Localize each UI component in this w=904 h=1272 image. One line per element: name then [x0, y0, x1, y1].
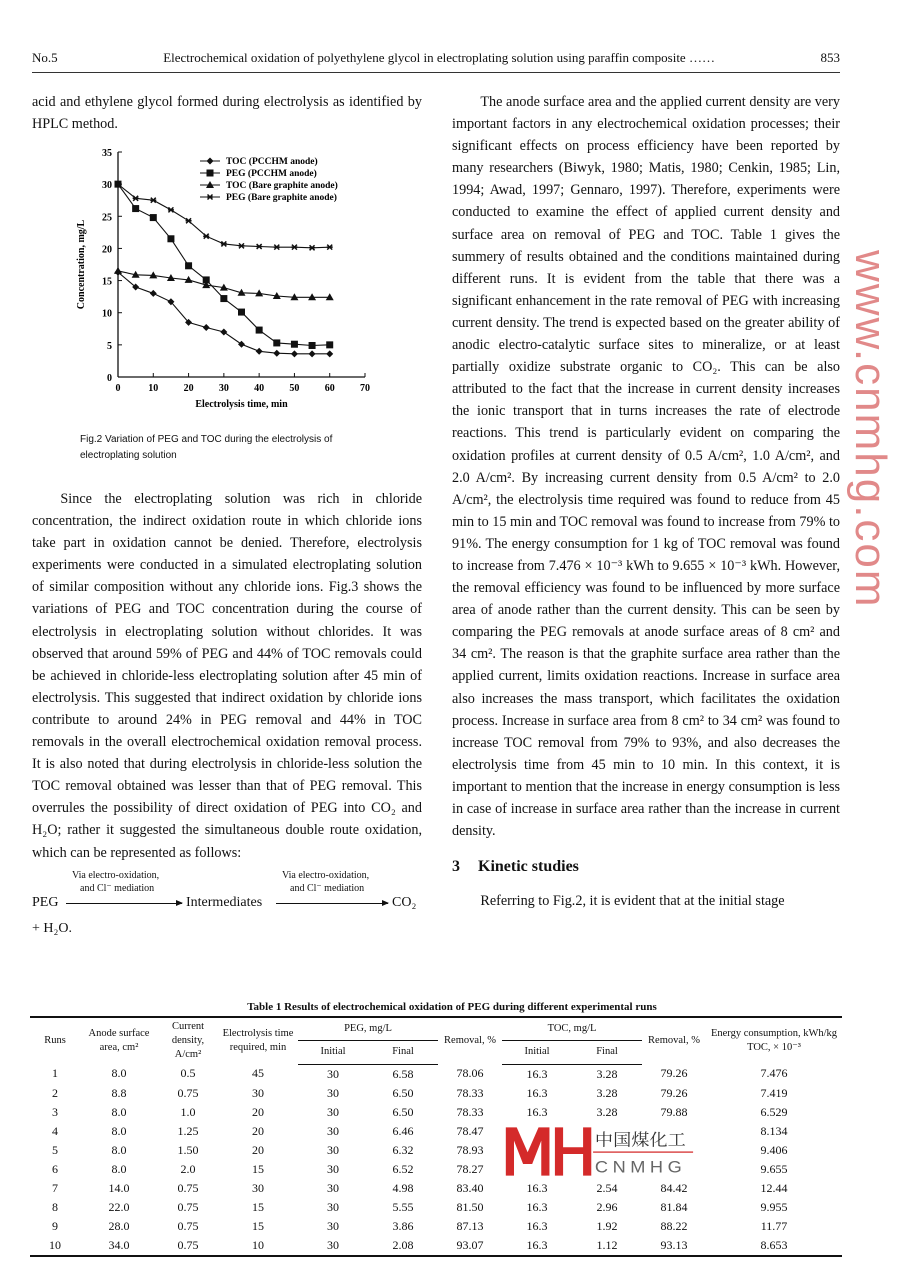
header-time: Electrolysis time required, min: [222, 1028, 294, 1053]
y-tick-label: 0: [107, 373, 112, 384]
table-cell: 30: [327, 1123, 339, 1138]
table-cell: 22.0: [108, 1200, 130, 1215]
arrow-label-top: Via electro-oxidation,: [72, 869, 160, 881]
data-point: [256, 244, 262, 249]
table-cell: 20: [252, 1123, 264, 1138]
table-cell: 8.0: [111, 1104, 127, 1119]
data-point: [133, 196, 139, 201]
table-cell: [502, 1122, 572, 1141]
table-cell: 78.27: [456, 1162, 484, 1177]
table-cell: 12.44: [760, 1181, 788, 1196]
data-point: [326, 341, 333, 348]
data-point: [185, 262, 192, 269]
arrow-label-top-2: Via electro-oxidation,: [282, 869, 370, 881]
table-cell: 81.50: [456, 1200, 484, 1215]
table-cell: 30: [252, 1181, 264, 1196]
table-cell: 79.88: [660, 1104, 688, 1119]
left-column-body: [32, 488, 422, 942]
data-point: [150, 214, 157, 221]
chloride-paragraph: Since the electroplating solution was rich in chloride concentration, the indirect oxidation route in which chloride ions take part in oxidation cannot be denied. Therefore, electrolysis experiments were conducted in a simulated electroplating solution of similar composition without any chloride ions. Fig.3 shows the variations of PEG and TOC concentration during the course of electrolysis in electroplating solution without chlorides. It was observed that around 59% of PEG and 44% of TOC removals could be achieved in chloride-less electroplating solution after 45 min of electrolysis. This suggested that indirect oxidation by chloride ions contribute to around 24% in PEG removal and 44% in TOC removals in the overall electrochemical oxidation removal process. It is also noted that during electrolysis in chloride-less solution the TOC removal obtained was lesser than that of PEG removal. This overrules the possibility of direct oxidation of PEG into CO₂ and H₂O; rather it suggested the simultaneous double route oxidation, which can be represented as follows:: [32, 491, 422, 861]
data-point: [150, 290, 157, 297]
header-energy: Energy consumption, kWh/kg TOC, × 10⁻³: [710, 1028, 838, 1053]
data-point: [221, 241, 227, 246]
header-peg-final: Final: [368, 1041, 438, 1064]
table-cell: 15: [252, 1219, 264, 1234]
table-cell: 8: [52, 1200, 58, 1215]
table-cell: 8.0: [111, 1066, 127, 1081]
table-row: [30, 1198, 842, 1217]
reaction-equation: [32, 870, 422, 942]
x-tick-label: 30: [218, 383, 229, 394]
left-column: [32, 91, 422, 135]
x-tick-label: 70: [360, 383, 370, 394]
table-cell: 8.0: [111, 1162, 127, 1177]
figure-2-chart: [70, 140, 390, 415]
header-toc-removal: Removal, %: [648, 1035, 700, 1046]
data-point: [239, 243, 245, 248]
data-point: [326, 350, 333, 357]
figure-caption: Fig.2 Variation of PEG and TOC during the electrolysis of electroplating solution: [80, 434, 333, 461]
data-point: [203, 234, 209, 239]
table-cell: 30: [327, 1085, 339, 1100]
table-cell: [572, 1160, 642, 1179]
data-point: [203, 324, 210, 331]
table-cell: 30: [327, 1181, 339, 1196]
y-tick-label: 30: [102, 180, 112, 192]
data-point: [114, 267, 122, 274]
table-cell: 8.0: [111, 1142, 127, 1157]
header-toc-initial: Initial: [502, 1041, 572, 1064]
table-cell: 2.54: [596, 1181, 618, 1196]
table-cell: 6.50: [392, 1085, 414, 1100]
legend-marker: [207, 158, 214, 165]
table-cell: 7: [52, 1181, 58, 1196]
section-title: Kinetic studies: [478, 858, 579, 876]
table-cell: 1: [52, 1066, 58, 1081]
table-cell: 8.0: [111, 1123, 127, 1138]
table-cell: 11.77: [760, 1219, 788, 1234]
data-point: [327, 245, 333, 250]
running-header: [32, 50, 840, 73]
legend-label: PEG (Bare graphite anode): [226, 193, 337, 203]
table-cell: 30: [252, 1085, 264, 1100]
x-tick-label: 20: [183, 383, 194, 394]
table-row: [30, 1141, 842, 1160]
data-point: [309, 342, 316, 349]
table-cell: 93.13: [660, 1238, 688, 1253]
table-cell: 30: [327, 1066, 339, 1081]
arrow-icon: [276, 903, 388, 904]
arrow-label-bottom-2: and Cl⁻ mediation: [290, 882, 365, 894]
table-cell: 16.3: [526, 1085, 548, 1100]
table-cell: 1.25: [177, 1123, 199, 1138]
running-title: Electrochemical oxidation of polyethylene glycol in electroplating solution using paraffin composite ……: [163, 50, 715, 65]
table-row: [30, 1122, 842, 1141]
y-tick-label: 20: [102, 244, 112, 256]
table-cell: 1.50: [177, 1142, 199, 1157]
table-cell: 84.42: [660, 1181, 688, 1196]
table-cell: 6.46: [392, 1123, 414, 1138]
legend-label: TOC (Bare graphite anode): [226, 181, 338, 191]
table-cell: 0.5: [180, 1066, 196, 1081]
table-cell: 16.3: [526, 1219, 548, 1234]
table-cell: 14.0: [108, 1181, 130, 1196]
x-tick-label: 40: [254, 383, 265, 394]
table-row: [30, 1217, 842, 1236]
equation-intermediates: Intermediates: [186, 894, 263, 910]
data-point: [220, 329, 227, 336]
table-cell: 30: [327, 1219, 339, 1234]
table-cell: 30: [327, 1162, 339, 1177]
table-caption: Table 1 Results of electrochemical oxidation of PEG during different experimental runs: [247, 1001, 657, 1013]
section-heading: [452, 856, 840, 878]
table-cell: 79.26: [660, 1085, 688, 1100]
table-cell: 2.0: [180, 1162, 196, 1177]
table-cell: 0.75: [177, 1200, 199, 1215]
table-cell: 6.529: [760, 1104, 788, 1119]
y-tick-label: 15: [102, 276, 112, 288]
table-cell: 9.655: [760, 1162, 788, 1177]
data-point: [238, 309, 245, 316]
data-point: [273, 339, 280, 346]
arrow-label-bottom: and Cl⁻ mediation: [80, 882, 155, 894]
y-tick-label: 25: [102, 212, 112, 224]
watermark-cn: 中国煤化工: [594, 1131, 686, 1151]
intro-text: acid and ethylene glycol formed during electrolysis as identified by HPLC method.: [32, 94, 422, 133]
data-point: [256, 348, 263, 355]
x-tick-label: 60: [324, 383, 335, 394]
table-cell: 9.406: [760, 1142, 788, 1157]
header-toc: TOC, mg/L: [547, 1023, 597, 1035]
table-cell: 2.96: [596, 1200, 618, 1215]
table-cell: 9.955: [760, 1200, 788, 1215]
table-cell: 16.3: [526, 1181, 548, 1196]
x-axis-label: Electrolysis time, min: [195, 399, 288, 410]
data-point: [309, 245, 315, 250]
equation-co2: CO₂: [392, 894, 417, 910]
data-point: [273, 350, 280, 357]
table-cell: 6.58: [392, 1066, 414, 1081]
legend-marker: [207, 195, 213, 200]
table-row: [30, 1179, 842, 1198]
equation-tail: + H₂O.: [32, 920, 72, 936]
table-cell: 8.134: [760, 1123, 788, 1138]
table-cell: 30: [327, 1142, 339, 1157]
table-cell: 7.419: [760, 1085, 788, 1100]
table-cell: 30: [327, 1104, 339, 1119]
section-number: 3: [452, 858, 460, 876]
table-cell: 34.0: [108, 1238, 130, 1253]
table-cell: 16.3: [526, 1238, 548, 1253]
header-peg: PEG, mg/L: [344, 1023, 392, 1035]
table-cell: 78.47: [456, 1123, 484, 1138]
series-line-1: [118, 184, 330, 345]
table-cell: 30: [327, 1200, 339, 1215]
legend-label: TOC (PCCHM anode): [226, 157, 318, 167]
header-area: Anode surface area, cm²: [88, 1028, 150, 1053]
table-cell: 79.26: [660, 1066, 688, 1081]
table-cell: 7.476: [760, 1066, 788, 1081]
table-cell: 20: [252, 1104, 264, 1119]
table-cell: 6.32: [392, 1142, 414, 1157]
table-cell: [642, 1122, 706, 1141]
table-row: [30, 1103, 842, 1122]
issue-number: No.5: [32, 50, 58, 65]
table-cell: 0.75: [177, 1238, 199, 1253]
header-toc-final: Final: [572, 1041, 642, 1064]
table-cell: 87.13: [456, 1219, 484, 1234]
table-cell: 3.86: [392, 1219, 414, 1234]
table-row: [30, 1064, 842, 1084]
table-cell: 8.8: [111, 1085, 127, 1100]
table-cell: 1.12: [596, 1238, 618, 1253]
table-cell: 10: [252, 1238, 264, 1253]
table-cell: [502, 1141, 572, 1160]
table-cell: 4.98: [392, 1181, 414, 1196]
table-cell: 78.93: [456, 1142, 484, 1157]
table-cell: 3.28: [596, 1066, 618, 1081]
y-tick-label: 5: [107, 340, 112, 352]
data-point: [291, 341, 298, 348]
table-row: [30, 1084, 842, 1103]
x-tick-label: 10: [148, 383, 159, 394]
table-cell: 3: [52, 1104, 58, 1119]
table-cell: 15: [252, 1162, 264, 1177]
data-point: [150, 198, 156, 203]
data-point: [309, 350, 316, 357]
table-cell: 30: [327, 1238, 339, 1253]
table-cell: [642, 1141, 706, 1160]
table-cell: 3.28: [596, 1085, 618, 1100]
table-cell: [572, 1122, 642, 1141]
header-peg-initial: Initial: [298, 1041, 368, 1064]
page-number: 853: [820, 50, 840, 65]
data-point: [168, 207, 174, 212]
table-cell: 10: [49, 1238, 61, 1253]
table-cell: 20: [252, 1142, 264, 1157]
header-density: Current density, A/cm²: [171, 1021, 205, 1060]
table-cell: 78.06: [456, 1066, 484, 1081]
table-cell: 83.40: [456, 1181, 484, 1196]
data-point: [132, 205, 139, 212]
table-cell: 5.55: [392, 1200, 414, 1215]
legend-label: PEG (PCCHM anode): [226, 169, 317, 179]
y-tick-label: 35: [102, 148, 112, 159]
data-point: [274, 245, 280, 250]
table-cell: 2: [52, 1085, 58, 1100]
table-cell: 93.07: [456, 1238, 484, 1253]
table-cell: 4: [52, 1123, 58, 1138]
table-cell: 28.0: [108, 1219, 130, 1234]
table-cell: 88.22: [660, 1219, 688, 1234]
current-density-paragraph: The anode surface area and the applied current density are very important factors in any electrochemical oxidation processes; their significant effects on process efficiency have been reported by many researchers (Biwyk, 1980; Matis, 1980; Cenkin, 1985; Lin, 1994; Awad, 1997; Gennaro, 1997). Therefore, experiments were conducted to examine the effect of applied current density and surface area on removal of PEG and TOC. Table 1 gives the summery of results obtained and the conditions maintained during different runs. It is evident from the table that there was a significant enhancement in the rate removal of PEG with increasing current density. The trend is expected based on the greater ability of anodic electro-catalytic surface sites to mineralize, or at least partially oxidize substrate organic to CO₂. This can be also attributed to the fact that the increase in current density increases the ionic transport that in turns increases the rate of electrode reactions. This trend is particularly evident on comparing the oxidation profiles at current density of 0.5 A/cm², 1.0 A/cm², and 2.0 A/cm². By increasing current density from 0.5 A/cm² to 2.0 A/cm², the electrolysis time required was found to reduce from 45 min to 15 min and TOC removal was found to increase from 79% to 91%. The energy consumption for 1 kg of TOC removal was found to increase from 7.476 × 10⁻³ kWh to 9.655 × 10⁻³ kWh. However, the removal efficiency was found to be influenced by more surface area of anode rather than the current density. This can be seen by comparing the PEG removals at anode surface areas of 8 cm² and 34 cm². The reason is that the graphite surface area rather than the applied current, limits oxidation reactions. Increase in surface area also increases the mass transport, which facilitates the oxidation process. Increase in surface area from 8 cm² to 34 cm² was found to increase TOC removal from 79% to 93%, and also decreases the electrolysis time from 45 min to 10 min. In this context, it is important to mention that the increase in energy consumption is less in case of increase in surface area rather than the increase in current density.: [452, 94, 840, 840]
x-tick-label: 50: [289, 383, 300, 394]
watermark-url: www.cnmhg.com: [846, 250, 895, 609]
table-cell: 9: [52, 1219, 58, 1234]
table-cell: 16.3: [526, 1104, 548, 1119]
table-cell: 78.33: [456, 1104, 484, 1119]
results-table: [30, 1016, 842, 1257]
data-point: [220, 295, 227, 302]
y-axis-label: Concentration, mg/L: [76, 219, 87, 310]
data-point: [167, 235, 174, 242]
table-cell: 6: [52, 1162, 58, 1177]
x-tick-label: 0: [115, 383, 121, 394]
data-point: [256, 327, 263, 334]
table-cell: 16.3: [526, 1200, 548, 1215]
table-cell: 0.75: [177, 1219, 199, 1234]
table-cell: 0.75: [177, 1085, 199, 1100]
table-cell: 16.3: [526, 1066, 548, 1081]
table-row: [30, 1160, 842, 1179]
table-cell: 78.33: [456, 1085, 484, 1100]
table-cell: 6.50: [392, 1104, 414, 1119]
kinetic-paragraph: Referring to Fig.2, it is evident that at the initial stage: [480, 893, 785, 910]
data-point: [291, 350, 298, 357]
arrow-icon: [66, 903, 182, 904]
table-cell: 15: [252, 1200, 264, 1215]
table-cell: [572, 1141, 642, 1160]
right-column: [452, 91, 840, 912]
table-cell: 2.08: [392, 1238, 414, 1253]
table-cell: 1.92: [596, 1219, 618, 1234]
header-runs: Runs: [44, 1035, 66, 1046]
equation-peg: PEG: [32, 894, 59, 910]
table-cell: 1.0: [180, 1104, 196, 1119]
table-cell: [502, 1160, 572, 1179]
data-point: [291, 245, 297, 250]
table-cell: 8.653: [760, 1238, 788, 1253]
table-cell: 0.75: [177, 1181, 199, 1196]
table-row: [30, 1236, 842, 1256]
table-cell: 5: [52, 1142, 58, 1157]
table-cell: 81.84: [660, 1200, 688, 1215]
data-point: [238, 341, 245, 348]
table-cell: 6.52: [392, 1162, 414, 1177]
data-point: [186, 218, 192, 223]
legend-marker: [207, 170, 214, 177]
table-cell: [642, 1160, 706, 1179]
watermark-en: CNMHG: [594, 1156, 687, 1176]
table-cell: 45: [252, 1066, 264, 1081]
table-cell: 3.28: [596, 1104, 618, 1119]
y-tick-label: 10: [102, 308, 112, 320]
header-peg-removal: Removal, %: [444, 1035, 496, 1046]
